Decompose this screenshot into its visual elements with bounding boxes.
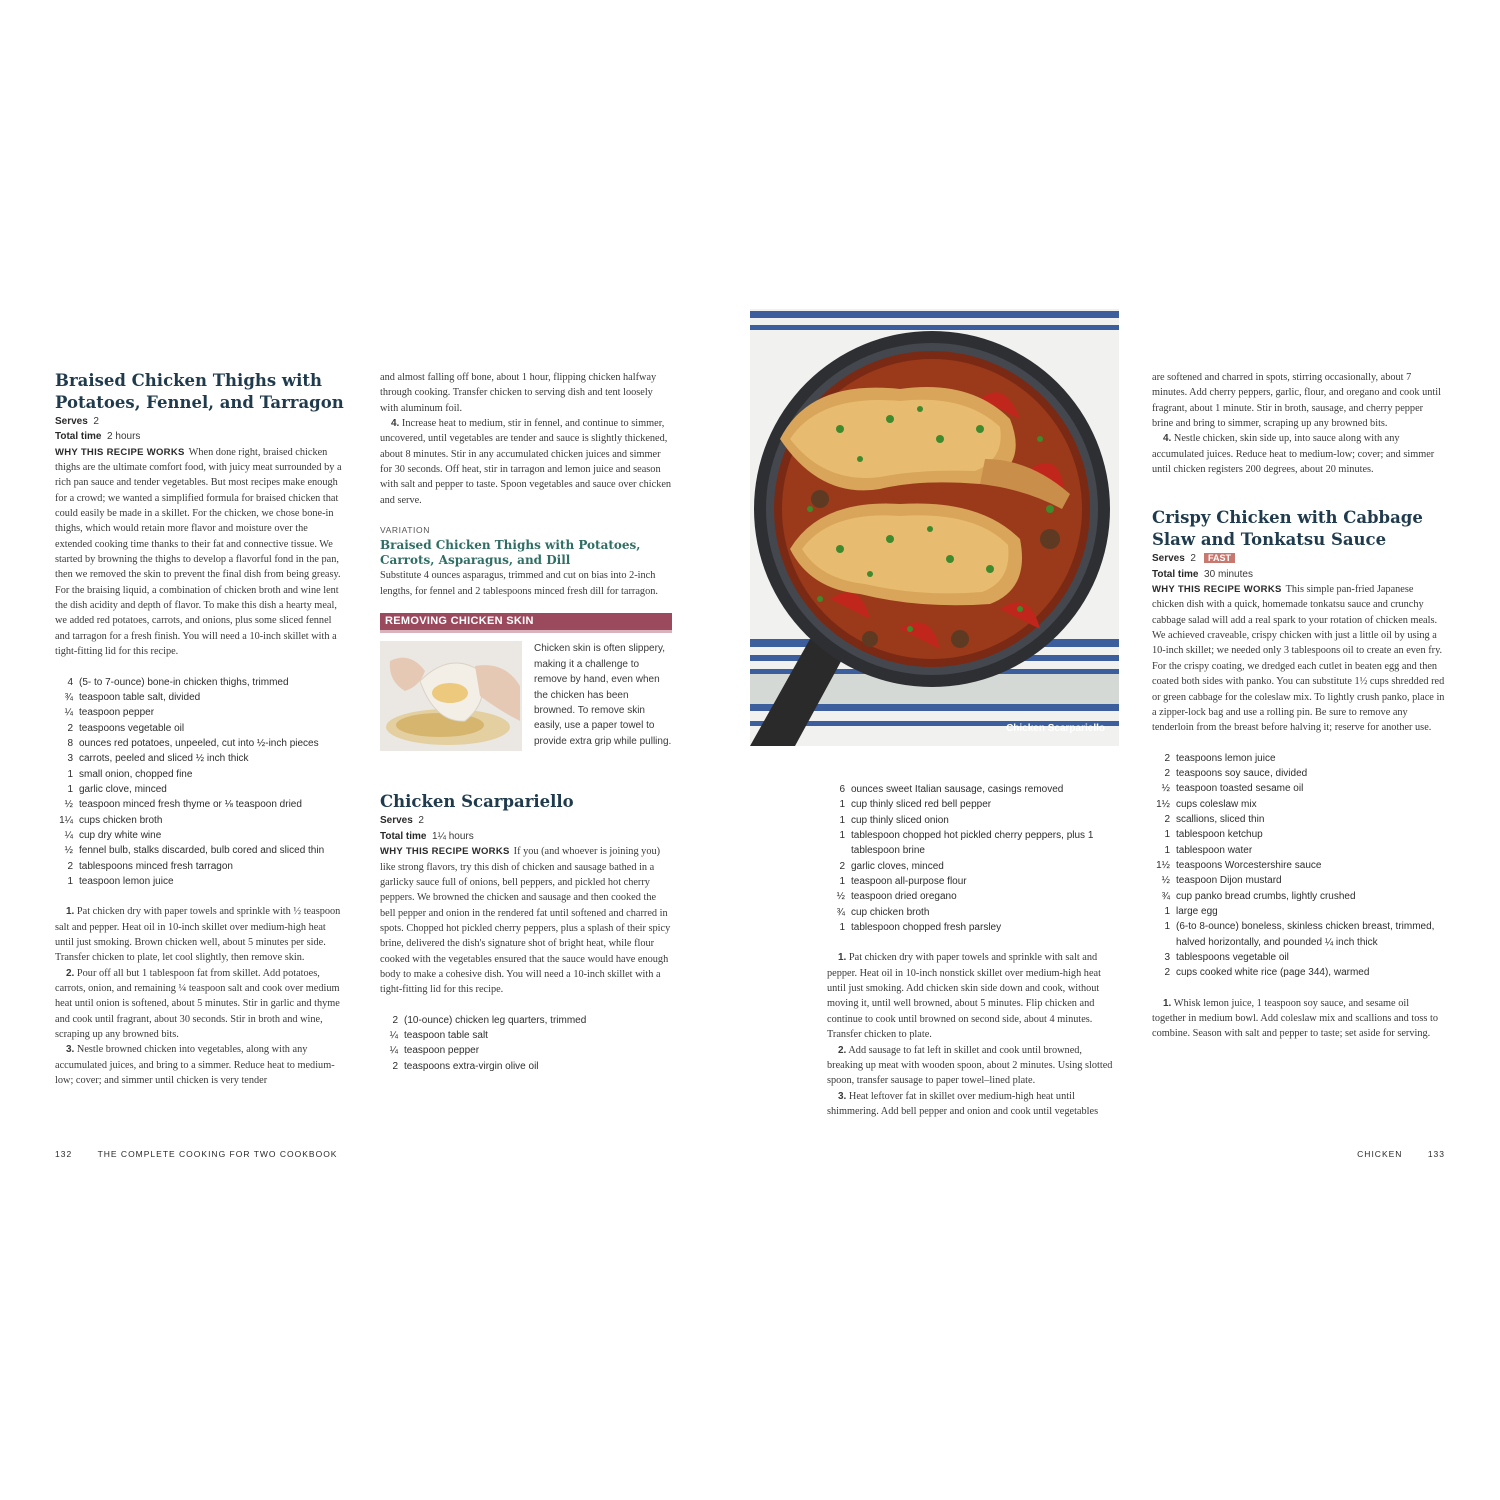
recipe-title: Chicken Scarpariello <box>380 792 574 812</box>
ingredient-item <box>827 859 1120 874</box>
ingredient-text: teaspoon table salt, divided <box>79 691 201 703</box>
step-number: 1. <box>1163 997 1172 1009</box>
step-text: and almost falling off bone, about 1 hour, flipping chicken halfway through cooking. Transfer chicken to serving dish and tent loosely with aluminum foil. <box>380 372 657 414</box>
ingredient-text: garlic cloves, minced <box>851 860 944 872</box>
recipe-2 <box>380 791 672 1074</box>
ingredient-item <box>55 843 347 858</box>
column-4 <box>1152 370 1445 1042</box>
ingredient-text: teaspoon all-purpose flour <box>851 876 967 888</box>
ingredient-text: cups cooked white rice (page 344), warmed <box>1176 967 1370 979</box>
step-number: 1. <box>66 906 75 918</box>
step-text: Pour off all but 1 tablespoon fat from skillet. Add potatoes, carrots, onion, and remaining ¼ teaspoon salt and cook over medium heat until onion is softened, about 5 minutes. Stir in garlic and thyme and cook until fragrant, about 30 seconds. Stir in broth and wine, scraping up any browned bits. <box>55 967 340 1041</box>
why-paragraph: WHY THIS RECIPE WORKS This simple pan-fried Japanese chicken dish with a quick, homemade tonkatsu sauce and crunchy cabbage salad will add a real spark to your rotation of chicken meals. We achieved craveable, crispy chicken with just a little oil by using a 10-inch skillet; we needed only 3 tablespoons oil to create an even fry. For the crispy coating, we dredged each cutlet in beaten egg and then coated both sides with panko. You can substitute 1½ cups shredded red or green cabbage for the coleslaw mix. To lightly crush panko, place in a zipper-lock bag and use a rolling pin. Be sure to remove any tenderloin from the breast before halving it; reserve for another use. <box>1152 584 1445 734</box>
ingredient-text: ounces red potatoes, unpeeled, cut into ½-inch pieces <box>79 737 319 749</box>
ingredient-text: garlic clove, minced <box>79 783 167 795</box>
ingredient-quantity: 2 <box>1164 767 1170 779</box>
ingredient-text: teaspoon table salt <box>404 1029 488 1041</box>
step-text: Add sausage to fat left in skillet and cook until browned, breaking up meat with wooden spoon, about 2 minutes. Using slotted spoon, transfer sausage to paper towel–lined plate. <box>827 1044 1113 1087</box>
step-text: Pat chicken dry with paper towels and sprinkle with salt and pepper. Heat oil in 10-inch nonstick skillet over medium-high heat until just smoking. Add chicken skin side down and cook, without moving it, until well browned, about 5 minutes. Flip chicken and continue to cook until browned on second side, about 4 minutes. Transfer chicken to plate. <box>827 952 1101 1041</box>
ingredient-quantity: ½ <box>64 845 73 857</box>
step-number: 4. <box>1163 433 1172 445</box>
ingredient-quantity: 1 <box>1164 905 1170 917</box>
ingredient-item <box>827 889 1120 904</box>
column-1 <box>55 370 347 1088</box>
step-number: 2. <box>66 967 75 979</box>
ingredient-item <box>1152 919 1445 950</box>
recipe-3 <box>1152 507 1445 1041</box>
ingredient-text: tablespoons minced fresh tarragon <box>79 860 233 872</box>
ingredient-quantity: 2 <box>67 722 73 734</box>
method-step <box>380 416 672 508</box>
ingredient-item <box>55 721 347 736</box>
step-list-continued <box>1152 370 1445 477</box>
ingredient-quantity: ½ <box>836 891 845 903</box>
ingredient-quantity: 3 <box>1164 952 1170 963</box>
recipe-photo <box>750 309 1119 746</box>
tip-text: Chicken skin is often slippery, making it a challenge to remove by hand, even when the chicken has been browned. To remove skin easily, use a paper towel to provide extra grip while pulling. <box>534 643 672 747</box>
ingredient-text: carrots, peeled and sliced ½ inch thick <box>79 753 249 765</box>
ingredient-text: tablespoon water <box>1176 844 1253 856</box>
ingredient-item <box>1152 873 1445 888</box>
ingredient-text: cup thinly sliced red bell pepper <box>851 799 992 811</box>
ingredient-quantity: ½ <box>64 799 73 811</box>
method-step <box>1152 431 1445 477</box>
column-3 <box>827 782 1120 1119</box>
footer-right <box>1357 1149 1445 1159</box>
method-step <box>1152 370 1445 431</box>
ingredient-text: teaspoon lemon juice <box>79 875 174 887</box>
ingredient-list <box>1152 751 1445 981</box>
ingredient-text: cups chicken broth <box>79 814 163 826</box>
ingredient-quantity: 2 <box>392 1060 398 1072</box>
variation-title: Braised Chicken Thighs with Potatoes, Carrots, Asparagus, and Dill <box>380 538 641 568</box>
ingredient-item <box>55 813 347 828</box>
ingredient-item <box>55 705 347 720</box>
ingredient-text: teaspoons vegetable oil <box>79 722 185 734</box>
step-text: Pat chicken dry with paper towels and sprinkle with ½ teaspoon salt and pepper. Heat oil in 10-inch skillet over medium-high heat until just smoking. Brown chicken well, about 5 minutes per side. Transfer chicken to plate, let cool slightly, then remove skin. <box>55 906 341 964</box>
ingredient-quantity: 2 <box>1164 752 1170 764</box>
recipe-serves: Serves 2 <box>380 815 424 827</box>
ingredient-item <box>827 797 1120 812</box>
ingredient-item <box>55 797 347 812</box>
step-text: Whisk lemon juice, 1 teaspoon soy sauce, and sesame oil together in medium bowl. Add coleslaw mix and scallions and toss to combine. Season with salt and pepper to taste; set aside for serving. <box>1152 997 1438 1040</box>
ingredient-quantity: 1 <box>839 830 845 842</box>
method-step <box>827 950 1120 1042</box>
step-text: Heat leftover fat in skillet over medium-high heat until shimmering. Add bell pepper and onion and cook until vegetables <box>827 1090 1099 1117</box>
ingredient-text: (6-to 8-ounce) boneless, skinless chicken breast, trimmed, halved horizontally, and pounded ¼ inch thick <box>1176 921 1435 948</box>
chicken-skin-photo <box>380 641 522 751</box>
book-title: THE COMPLETE COOKING FOR TWO COOKBOOK <box>97 1149 338 1159</box>
recipe-serves: Serves 2 FAST <box>1152 551 1445 566</box>
ingredient-quantity: 2 <box>839 860 845 872</box>
ingredient-item <box>1152 858 1445 873</box>
recipe-time: Total time 2 hours <box>55 431 141 443</box>
step-list <box>827 950 1120 1119</box>
recipe-time: Total time 30 minutes <box>1152 568 1253 580</box>
ingredient-text: tablespoon ketchup <box>1176 829 1263 841</box>
ingredient-quantity: ¼ <box>64 707 73 719</box>
ingredient-item <box>1152 843 1445 858</box>
ingredient-quantity: ¼ <box>389 1029 398 1041</box>
ingredient-text: cups coleslaw mix <box>1176 798 1257 810</box>
ingredient-quantity: 1 <box>839 922 845 934</box>
ingredient-text: teaspoon toasted sesame oil <box>1176 783 1304 795</box>
method-step <box>1152 996 1445 1042</box>
step-text: Increase heat to medium, stir in fennel, and continue to simmer, uncovered, until vegetables are tender and sauce is slightly thickened, about 8 minutes. Stir in any accumulated chicken juices and simmer for 30 seconds. Off heat, stir in tarragon and lemon juice and season with salt and pepper to taste. Spoon vegetables and sauce over chicken and serve. <box>380 418 672 506</box>
ingredient-item <box>1152 950 1445 965</box>
step-list <box>55 904 347 1088</box>
step-number: 4. <box>391 418 400 430</box>
section-name: CHICKEN <box>1357 1149 1403 1159</box>
ingredient-text: small onion, chopped fine <box>79 768 193 780</box>
page-number: 132 <box>55 1149 73 1159</box>
skillet-image <box>750 309 1119 746</box>
variation-text: Substitute 4 ounces asparagus, trimmed and cut on bias into 2-inch lengths, for fennel and 2 tablespoons minced fresh dill for tarragon. <box>380 570 658 597</box>
ingredient-item <box>55 675 347 690</box>
ingredient-item <box>827 874 1120 889</box>
ingredient-item <box>380 1028 672 1043</box>
ingredient-text: tablespoons vegetable oil <box>1176 952 1289 963</box>
ingredient-item <box>380 1043 672 1058</box>
ingredient-quantity: 1 <box>839 876 845 888</box>
footer-left <box>55 1149 337 1159</box>
tip-box <box>380 613 672 751</box>
ingredient-item <box>827 782 1120 797</box>
ingredient-item <box>1152 827 1445 842</box>
recipe-title: Crispy Chicken with Cabbage Slaw and Tonkatsu Sauce <box>1152 508 1423 550</box>
step-text: are softened and charred in spots, stirring occasionally, about 7 minutes. Add cherry peppers, garlic, flour, and oregano and cook until fragrant, about 1 minute. Stir in broth, sausage, and cherry pepper brine and bring to simmer, scraping up any browned bits. <box>1152 372 1441 430</box>
ingredient-text: teaspoons lemon juice <box>1176 752 1276 764</box>
ingredient-item <box>380 1013 672 1028</box>
ingredient-item <box>1152 797 1445 812</box>
ingredient-text: teaspoons extra-virgin olive oil <box>404 1060 539 1072</box>
fast-badge: FAST <box>1204 553 1235 563</box>
step-number: 3. <box>66 1044 75 1056</box>
ingredient-text: tablespoon chopped fresh parsley <box>851 922 1002 934</box>
ingredient-text: teaspoons soy sauce, divided <box>1176 767 1308 779</box>
ingredient-item <box>827 920 1120 935</box>
column-2 <box>380 370 672 1089</box>
ingredient-text: ounces sweet Italian sausage, casings removed <box>851 784 1064 795</box>
ingredient-text: scallions, sliced thin <box>1176 813 1265 825</box>
step-list-continued <box>380 370 672 508</box>
recipe-serves: Serves 2 <box>55 416 99 427</box>
tip-title: REMOVING CHICKEN SKIN <box>380 613 672 633</box>
recipe-title: Braised Chicken Thighs with Potatoes, Fennel, and Tarragon <box>55 371 344 412</box>
ingredient-quantity: ¼ <box>389 1045 398 1057</box>
ingredient-quantity: 2 <box>67 860 73 872</box>
ingredient-item <box>55 751 347 766</box>
ingredient-text: cup dry white wine <box>79 829 162 841</box>
ingredient-item <box>55 690 347 705</box>
method-step <box>380 370 672 416</box>
method-step <box>55 904 347 965</box>
ingredient-quantity: ¼ <box>64 829 73 841</box>
ingredient-quantity: ¾ <box>1161 890 1170 902</box>
ingredient-item <box>55 767 347 782</box>
ingredient-quantity: 1 <box>839 814 845 826</box>
ingredient-item <box>827 905 1120 920</box>
ingredient-item <box>55 828 347 843</box>
ingredient-text: (5- to 7-ounce) bone-in chicken thighs, trimmed <box>79 676 289 688</box>
ingredient-quantity: ¾ <box>64 691 73 703</box>
ingredient-text: (10-ounce) chicken leg quarters, trimmed <box>404 1014 587 1026</box>
why-paragraph: WHY THIS RECIPE WORKS If you (and whoever is joining you) like strong flavors, try this dish of chicken and sausage bathed in a garlicky sauce full of onions, bell peppers, and pickled hot cherry peppers. We browned the chicken and sausage and then cooked the bell pepper and onion in the rendered fat until softened and charred in spots. Chopped hot pickled cherry peppers, plus a splash of their spicy brine, delivered the dish's signature shot of bright heat, while flour cooked with the vegetables ensured that the sauce would have enough body to make a cohesive dish. You will need a 10-inch skillet with a tight-fitting lid for this recipe. <box>380 846 671 996</box>
ingredient-quantity: 1 <box>1164 829 1170 841</box>
variation-label: VARIATION <box>380 525 430 536</box>
ingredient-quantity: 8 <box>67 737 73 749</box>
ingredient-quantity: 6 <box>839 784 845 795</box>
ingredient-text: teaspoons Worcestershire sauce <box>1176 859 1322 871</box>
ingredient-quantity: 1¼ <box>59 814 73 826</box>
page-number: 133 <box>1427 1149 1445 1159</box>
ingredient-quantity: 1½ <box>1156 798 1170 810</box>
ingredient-item <box>1152 781 1445 796</box>
ingredient-list-continued <box>827 782 1120 935</box>
ingredient-text: large egg <box>1176 905 1218 917</box>
ingredient-quantity: 1 <box>67 875 73 887</box>
ingredient-text: tablespoon chopped hot pickled cherry peppers, plus 1 tablespoon brine <box>851 830 1094 857</box>
method-step <box>55 966 347 1043</box>
ingredient-item <box>1152 965 1445 980</box>
ingredient-item <box>380 1059 672 1074</box>
ingredient-item <box>55 874 347 889</box>
ingredient-quantity: ½ <box>1161 875 1170 887</box>
recipe-time: Total time 1¼ hours <box>380 830 474 842</box>
ingredient-item <box>1152 889 1445 904</box>
ingredient-text: cup thinly sliced onion <box>851 814 949 826</box>
step-text: Nestle browned chicken into vegetables, along with any accumulated juices, and bring to a simmer. Reduce heat to medium-low; cover; and simmer until chicken is very tender <box>55 1044 335 1087</box>
ingredient-text: teaspoon pepper <box>404 1045 480 1057</box>
ingredient-quantity: 4 <box>67 676 73 688</box>
photo-caption: Chicken Scarpariello <box>1006 723 1105 734</box>
ingredient-item <box>1152 766 1445 781</box>
step-list <box>1152 996 1445 1042</box>
ingredient-item <box>55 736 347 751</box>
ingredient-quantity: ¾ <box>836 906 845 918</box>
ingredient-item <box>55 859 347 874</box>
ingredient-quantity: 1 <box>67 768 73 780</box>
ingredient-text: cup panko bread crumbs, lightly crushed <box>1176 890 1356 902</box>
ingredient-quantity: ½ <box>1161 783 1170 795</box>
ingredient-quantity: 1 <box>67 783 73 795</box>
ingredient-item <box>1152 751 1445 766</box>
why-paragraph: WHY THIS RECIPE WORKS When done right, braised chicken thighs are the ultimate comfort food, with juicy meat surrounded by a rich pan sauce and tender vegetables. But most recipes make enough for a crowd; we wanted a simplified formula for braised chicken that could easily be made in a skillet. For the chicken, we chose bone-in thighs, which would retain more flavor and moisture over the extended cooking time thanks to their fat and connective tissue. We started by browning the thighs to develop a flavorful fond in the pan, then we removed the skin to prevent the final dish from being greasy. For the braising liquid, a combination of chicken broth and wine lent the dish acidity and depth of flavor. To make this dish a hearty meal, we added red potatoes, carrots, and onions, plus some sliced fennel and tarragon for a fresh finish. You will need a 10-inch skillet with a tight-fitting lid for this recipe. <box>55 446 342 658</box>
ingredient-item <box>1152 812 1445 827</box>
ingredient-item <box>1152 904 1445 919</box>
step-number: 3. <box>838 1090 847 1102</box>
ingredient-quantity: 1 <box>1164 921 1170 933</box>
ingredient-text: fennel bulb, stalks discarded, bulb cored and sliced thin <box>79 845 325 857</box>
method-step <box>827 1043 1120 1089</box>
method-step <box>827 1089 1120 1120</box>
step-number: 2. <box>838 1044 847 1056</box>
ingredient-list <box>55 675 347 890</box>
ingredient-quantity: 1½ <box>1156 859 1170 871</box>
ingredient-quantity: 2 <box>392 1014 398 1026</box>
ingredient-text: teaspoon Dijon mustard <box>1176 875 1282 887</box>
ingredient-list <box>380 1013 672 1074</box>
ingredient-quantity: 2 <box>1164 967 1170 979</box>
ingredient-item <box>55 782 347 797</box>
step-text: Nestle chicken, skin side up, into sauce along with any accumulated juices. Reduce heat to medium-low; cover; and simmer until chicken registers 200 degrees, about 20 minutes. <box>1152 433 1435 476</box>
ingredient-quantity: 1 <box>839 799 845 811</box>
ingredient-quantity: 1 <box>1164 844 1170 856</box>
ingredient-item <box>827 828 1120 859</box>
ingredient-text: teaspoon dried oregano <box>851 891 957 903</box>
ingredient-text: teaspoon pepper <box>79 707 155 719</box>
ingredient-item <box>827 813 1120 828</box>
ingredient-text: teaspoon minced fresh thyme or ⅛ teaspoon dried <box>79 799 302 811</box>
method-step <box>55 1042 347 1088</box>
ingredient-quantity: 3 <box>67 753 73 765</box>
ingredient-quantity: 2 <box>1164 813 1170 825</box>
step-number: 1. <box>838 952 847 964</box>
ingredient-text: cup chicken broth <box>851 906 930 918</box>
